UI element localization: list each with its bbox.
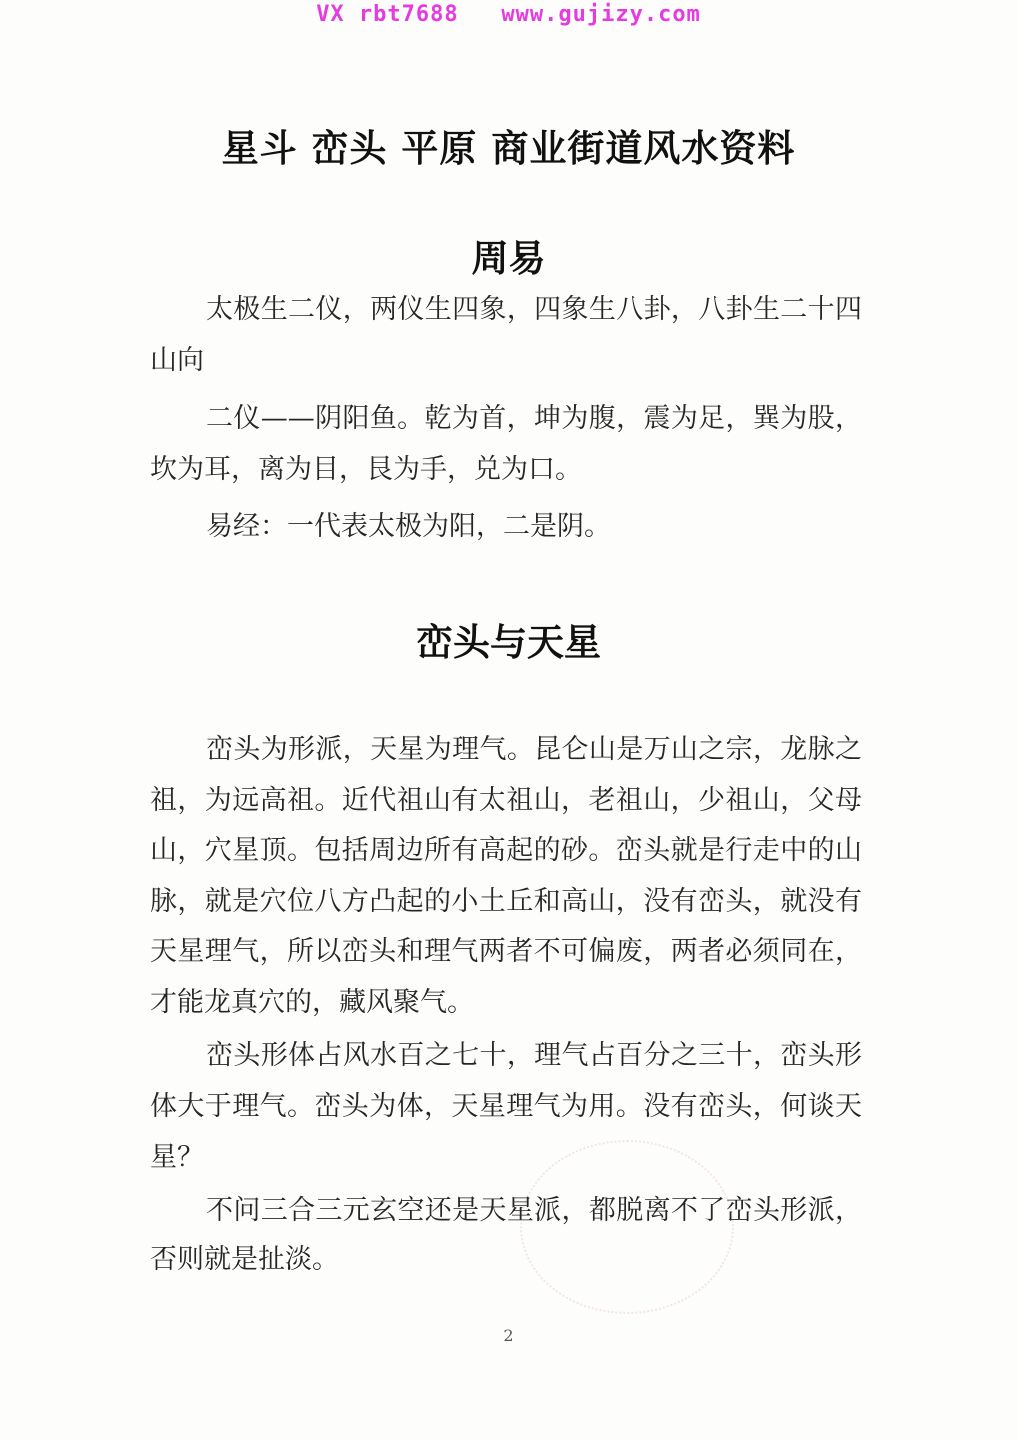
paragraph: 二仪——阴阳鱼。乾为首，坤为腹，震为足，巽为股，坎为耳，离为目，艮为手，兑为口。 bbox=[150, 403, 862, 485]
paragraph: 不问三合三元玄空还是天星派，都脱离不了峦头形派，否则就是扯淡。 bbox=[150, 1195, 862, 1275]
watermark-text: VX rbt7688 www.gujizy.com bbox=[316, 2, 701, 27]
paragraph: 峦头为形派，天星为理气。昆仑山是万山之宗，龙脉之祖，为远高祖。近代祖山有太祖山，老祖山，少祖山，父母山，穴星顶。包括周边所有高起的砂。峦头就是行走中的山脉，就是穴位八方凸起的小土丘和高山，没有峦头，就没有天星理气，所以峦头和理气两者不可偏废，两者必须同在，才能龙真穴的，藏风聚气。 bbox=[150, 734, 862, 1018]
paragraph: 易经：一代表太极为阳，二是阴。 bbox=[206, 511, 611, 542]
faint-stamp-mark bbox=[520, 1140, 734, 1314]
page-number: 2 bbox=[503, 1326, 514, 1345]
section-heading-luantou-tianxing: 峦头与天星 bbox=[416, 621, 601, 664]
document-title: 星斗 峦头 平原 商业街道风水资料 bbox=[221, 127, 796, 170]
paragraph: 峦头形体占风水百之七十，理气占百分之三十，峦头形体大于理气。峦头为体，天星理气为用。没有峦头，何谈天星？ bbox=[150, 1040, 862, 1173]
paragraph: 太极生二仪，两仪生四象，四象生八卦，八卦生二十四山向 bbox=[150, 294, 862, 376]
section-heading-zhouyi: 周易 bbox=[471, 237, 546, 280]
